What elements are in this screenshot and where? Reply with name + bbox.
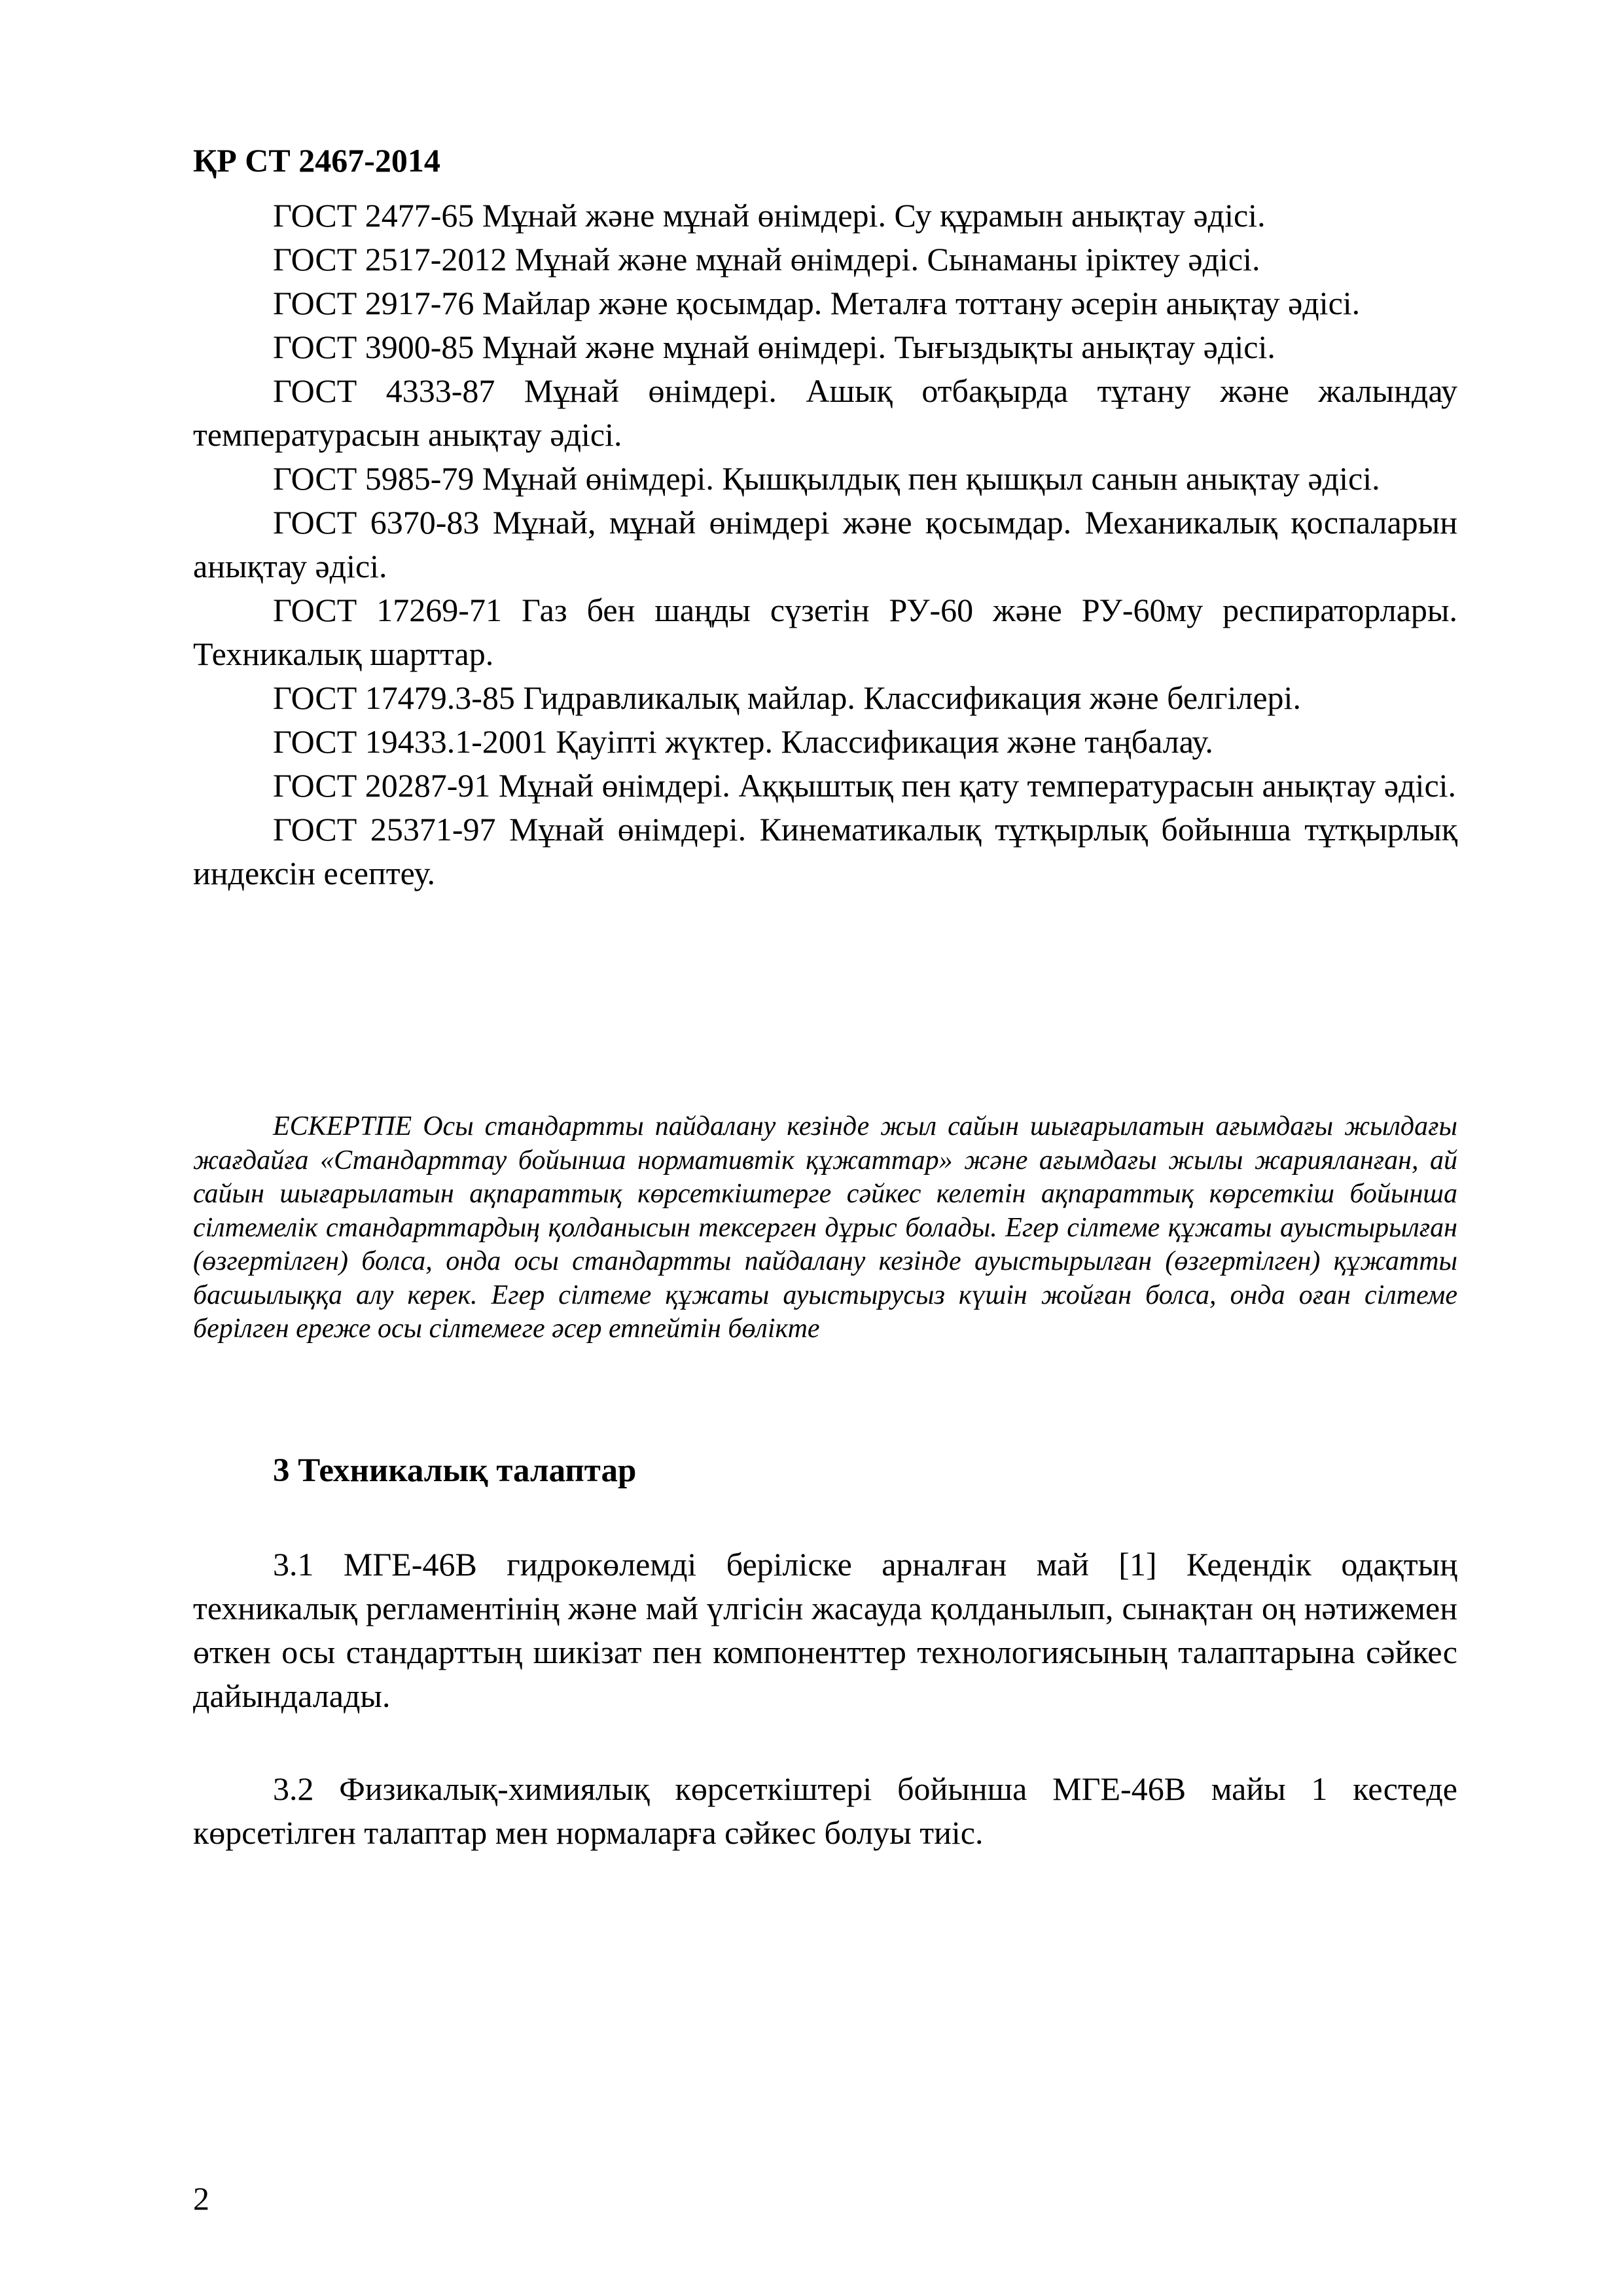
reference-item: ГОСТ 25371-97 Мұнай өнімдері. Кинематикалық тұтқырлық бойынша тұтқырлық индексін есептеу.	[193, 811, 1457, 891]
reference-item: ГОСТ 2917-76 Майлар және қосымдар. Металға тоттану әсерін анықтау әдісі.	[273, 285, 1361, 321]
reference-item: ГОСТ 2477-65 Мұнай және мұнай өнімдері. Су құрамын анықтау әдісі.	[273, 197, 1266, 234]
reference-item: ГОСТ 5985-79 Мұнай өнімдері. Қышқылдық пен қышқыл санын анықтау әдісі.	[273, 460, 1380, 497]
reference-item: ГОСТ 20287-91 Мұнай өнімдері. Аққыштық пен қату температурасын анықтау әдісі.	[273, 767, 1457, 804]
reference-item: ГОСТ 19433.1-2001 Қауіпті жүктер. Классификация және таңбалау.	[273, 723, 1213, 760]
page-number: 2	[193, 2180, 209, 2217]
note-paragraph: ЕСКЕРТПЕ Осы стандартты пайдалану кезінде жыл сайын шығарылатын ағымдағы жылдағы жағдайға «Стандарттау бойынша нормативтік құжаттар» және ағымдағы жылы жарияланған, ай сайын шығарылатын ақпараттық көрсеткіштерге сәйкес келетін ақпараттық көрсеткіш бойынша сілтемелік стандарттардың қолданысын тексерген дұрыс болады. Егер сілтеме құжаты ауыстырылған (өзгертілген) болса, онда осы стандартты пайдалану кезінде ауыстырылған (өзгертілген) құжатты басшылыққа алу керек. Егер сілтеме құжаты ауыстырусыз күшін жойған болса, онда оған сілтеме берілген ереже осы сілтемеге әсер етпейтін бөлікте	[193, 1111, 1457, 1344]
reference-item: ГОСТ 3900-85 Мұнай және мұнай өнімдері. Тығыздықты анықтау әдісі.	[273, 329, 1275, 365]
reference-item: ГОСТ 2517-2012 Мұнай және мұнай өнімдері. Сынаманы іріктеу әдісі.	[273, 241, 1260, 278]
reference-item: ГОСТ 17269-71 Газ бен шаңды сүзетін РУ-60 және РУ-60му респираторлары. Техникалық шарттар.	[193, 592, 1457, 672]
section-paragraph-3-1: 3.1 МГЕ-46В гидрокөлемді беріліске арналған май [1] Кедендік одақтың техникалық регламентінің және май үлгісін жасауда қолданылып, сынақтан оң нәтижемен өткен осы стандарттың шикізат пен компоненттер технологиясының талаптарына сәйкес дайындалады.	[193, 1546, 1457, 1714]
section-paragraph-3-2: 3.2 Физикалық-химиялық көрсеткіштері бойынша МГЕ-46В майы 1 кестеде көрсетілген талаптар мен нормаларға сәйкес болуы тиіс.	[193, 1770, 1457, 1851]
reference-item: ГОСТ 4333-87 Мұнай өнімдері. Ашық отбақырда тұтану және жалындау температурасын анықтау әдісі.	[193, 372, 1457, 453]
section-heading: 3 Техникалық талаптар	[273, 1452, 637, 1489]
reference-item: ГОСТ 17479.3-85 Гидравликалық майлар. Классификация және белгілері.	[273, 679, 1301, 716]
reference-item: ГОСТ 6370-83 Мұнай, мұнай өнімдері және қосымдар. Механикалық қоспаларын анықтау әдісі.	[193, 504, 1457, 584]
document-code-header: ҚР СТ 2467-2014	[193, 142, 440, 179]
normative-references-list	[193, 194, 1457, 895]
